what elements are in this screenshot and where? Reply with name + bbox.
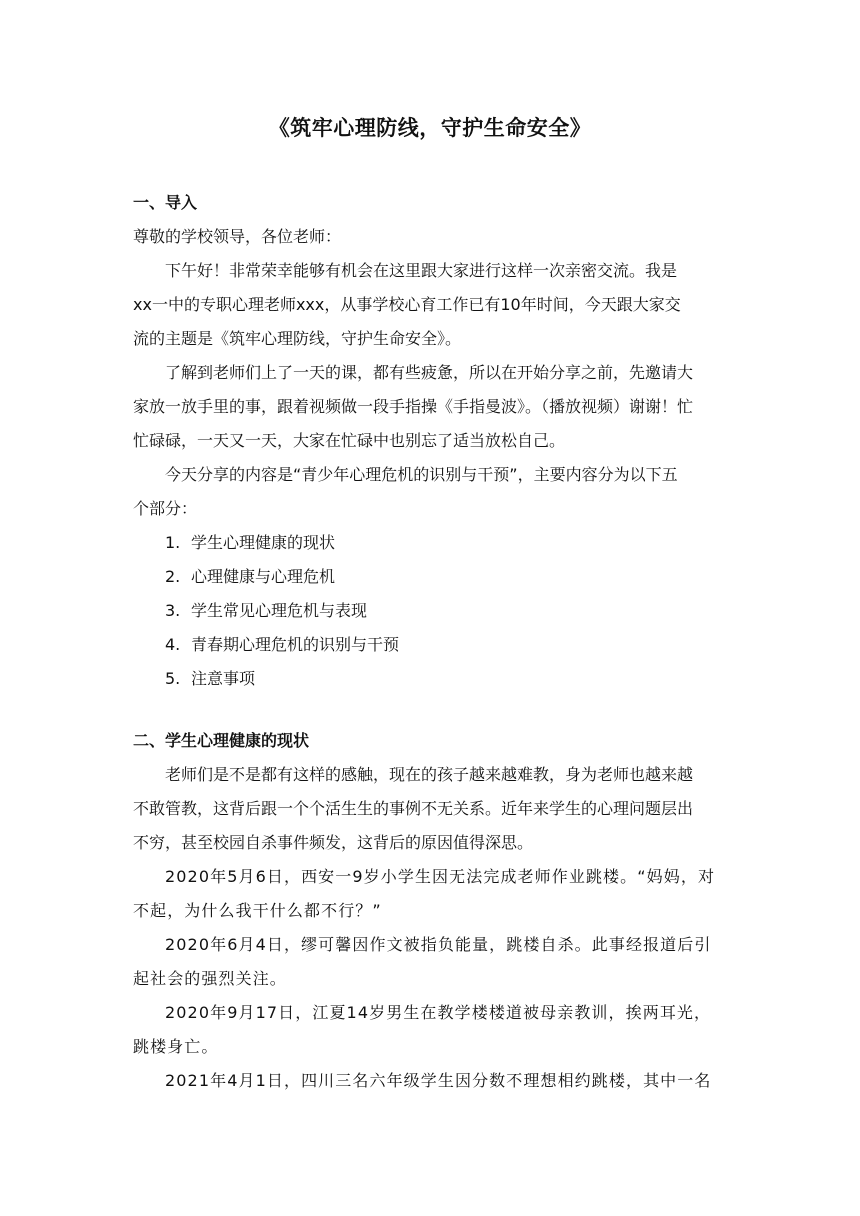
paragraph-line: 跳楼身亡。 (133, 1037, 219, 1056)
paragraph-line: 今天分享的内容是“青少年心理危机的识别与干预”，主要内容分为以下五 (165, 465, 678, 484)
intro-paragraph-2 (133, 356, 733, 458)
list-item-text: 学生心理健康的现状 (191, 533, 336, 552)
section-heading-intro: 一、导入 (133, 193, 198, 212)
list-item-number: 3. (165, 601, 181, 620)
list-item-text: 学生常见心理危机与表现 (191, 601, 368, 620)
list-item (133, 560, 733, 594)
document-body (133, 186, 733, 1098)
paragraph-line: 不起，为什么我干什么都不行？” (133, 901, 382, 920)
paragraph-line: 个部分： (133, 499, 198, 518)
section-heading-status: 二、学生心理健康的现状 (133, 731, 310, 750)
intro-paragraph-1 (133, 254, 733, 356)
paragraph-line: 流的主题是《筑牢心理防线，守护生命安全》。 (133, 329, 462, 348)
paragraph-line: 2020年5月6日，西安一9岁小学生因无法完成老师作业跳楼。“妈妈，对 (165, 867, 716, 886)
paragraph-line: 2020年9月17日，江夏14岁男生在教学楼楼道被母亲教训，挨两耳光， (165, 1003, 712, 1022)
paragraph-line: 家放一放手里的事，跟着视频做一段手指操《手指曼波》。（播放视频）谢谢！忙 (133, 397, 694, 416)
paragraph-line: 不敢管教，这背后跟一个个活生生的事例不无关系。近年来学生的心理问题层出 (133, 799, 694, 818)
greeting: 尊敬的学校领导，各位老师： (133, 227, 342, 246)
status-paragraph-1 (133, 758, 733, 860)
intro-paragraph-3 (133, 458, 733, 526)
paragraph-line: 2021年4月1日，四川三名六年级学生因分数不理想相约跳楼，其中一名 (165, 1071, 712, 1090)
event-paragraph (133, 996, 733, 1064)
list-item-number: 1. (165, 533, 181, 552)
document-title: 《筑牢心理防线，守护生命安全》 (268, 116, 592, 140)
list-item (133, 628, 733, 662)
paragraph-line: 忙碌碌，一天又一天，大家在忙碌中也别忘了适当放松自己。 (133, 431, 566, 450)
section-spacer (133, 696, 733, 724)
list-item-text: 青春期心理危机的识别与干预 (191, 635, 400, 654)
list-item (133, 594, 733, 628)
event-paragraph (133, 928, 733, 996)
list-item-number: 2. (165, 567, 181, 586)
list-item-text: 心理健康与心理危机 (191, 567, 336, 586)
paragraph-line: 不穷，甚至校园自杀事件频发，这背后的原因值得深思。 (133, 833, 534, 852)
list-item-text: 注意事项 (191, 669, 256, 688)
paragraph-line: 下午好！非常荣幸能够有机会在这里跟大家进行这样一次亲密交流。我是 (165, 261, 678, 280)
list-item (133, 526, 733, 560)
paragraph-line: 起社会的强烈关注。 (133, 969, 287, 988)
list-item-number: 5. (165, 669, 181, 688)
topic-list (133, 526, 733, 696)
paragraph-line: 老师们是不是都有这样的感触，现在的孩子越来越难教，身为老师也越来越 (165, 765, 694, 784)
paragraph-line: 了解到老师们上了一天的课，都有些疲惫，所以在开始分享之前，先邀请大 (165, 363, 694, 382)
paragraph-line: 2020年6月4日，缪可馨因作文被指负能量，跳楼自杀。此事经报道后引 (165, 935, 712, 954)
paragraph-line: xx一中的专职心理老师xxx，从事学校心育工作已有10年时间，今天跟大家交 (133, 295, 681, 314)
list-item (133, 662, 733, 696)
event-paragraph (133, 1064, 733, 1098)
list-item-number: 4. (165, 635, 181, 654)
event-paragraph (133, 860, 733, 928)
